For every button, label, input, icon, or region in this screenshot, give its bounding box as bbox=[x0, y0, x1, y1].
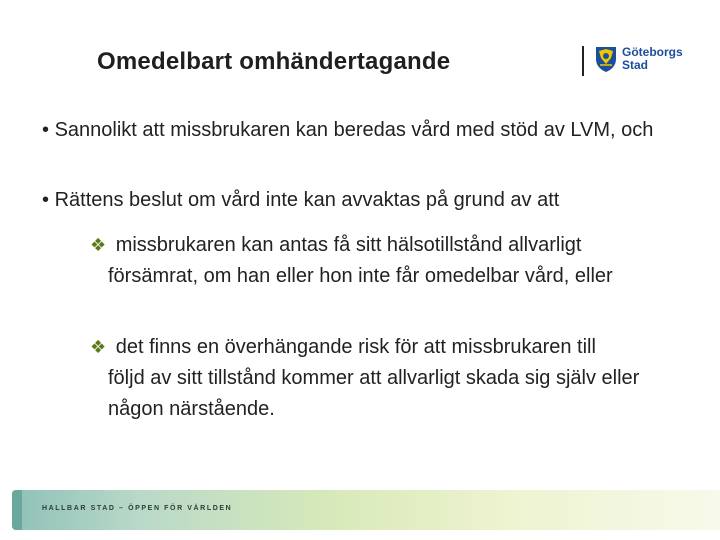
bullet-marker: • bbox=[42, 119, 50, 141]
sub-bullet-text: missbrukaren kan antas få sitt hälsotillstånd allvarligt bbox=[115, 234, 582, 256]
bullet-text: Sannolikt att missbrukaren kan beredas vård med stöd av LVM, och bbox=[54, 119, 654, 141]
footer-banner bbox=[12, 490, 720, 530]
bullet-marker: • bbox=[42, 189, 50, 211]
slide-title: Omedelbart omhändertagande bbox=[97, 48, 451, 75]
sub-bullet-text-continued: försämrat, om han eller hon inte får omedelbar vård, eller bbox=[108, 265, 613, 287]
diamond-bullet-icon: ❖ bbox=[90, 235, 107, 255]
bullet-item bbox=[42, 186, 682, 214]
sub-bullet-item bbox=[90, 332, 690, 425]
logo-line-1: Göteborgs bbox=[622, 45, 683, 59]
diamond-bullet-icon: ❖ bbox=[90, 337, 107, 357]
city-crest-icon bbox=[594, 45, 618, 73]
sub-bullet-text: det finns en överhängande risk för att missbrukaren till bbox=[115, 336, 596, 358]
sub-bullet-item bbox=[90, 230, 690, 292]
logo-line-2: Stad bbox=[622, 58, 649, 72]
bullet-item bbox=[42, 116, 682, 144]
footer-slogan: HALLBAR STAD – ÖPPEN FÖR VÄRLDEN bbox=[42, 505, 233, 512]
goteborgs-stad-logo bbox=[594, 45, 683, 73]
logo-divider bbox=[582, 46, 584, 76]
bullet-text: Rättens beslut om vård inte kan avvaktas på grund av att bbox=[54, 189, 560, 211]
sub-bullet-text-continued: följd av sitt tillstånd kommer att allvarligt skada sig själv eller någon närstående. bbox=[108, 367, 640, 420]
